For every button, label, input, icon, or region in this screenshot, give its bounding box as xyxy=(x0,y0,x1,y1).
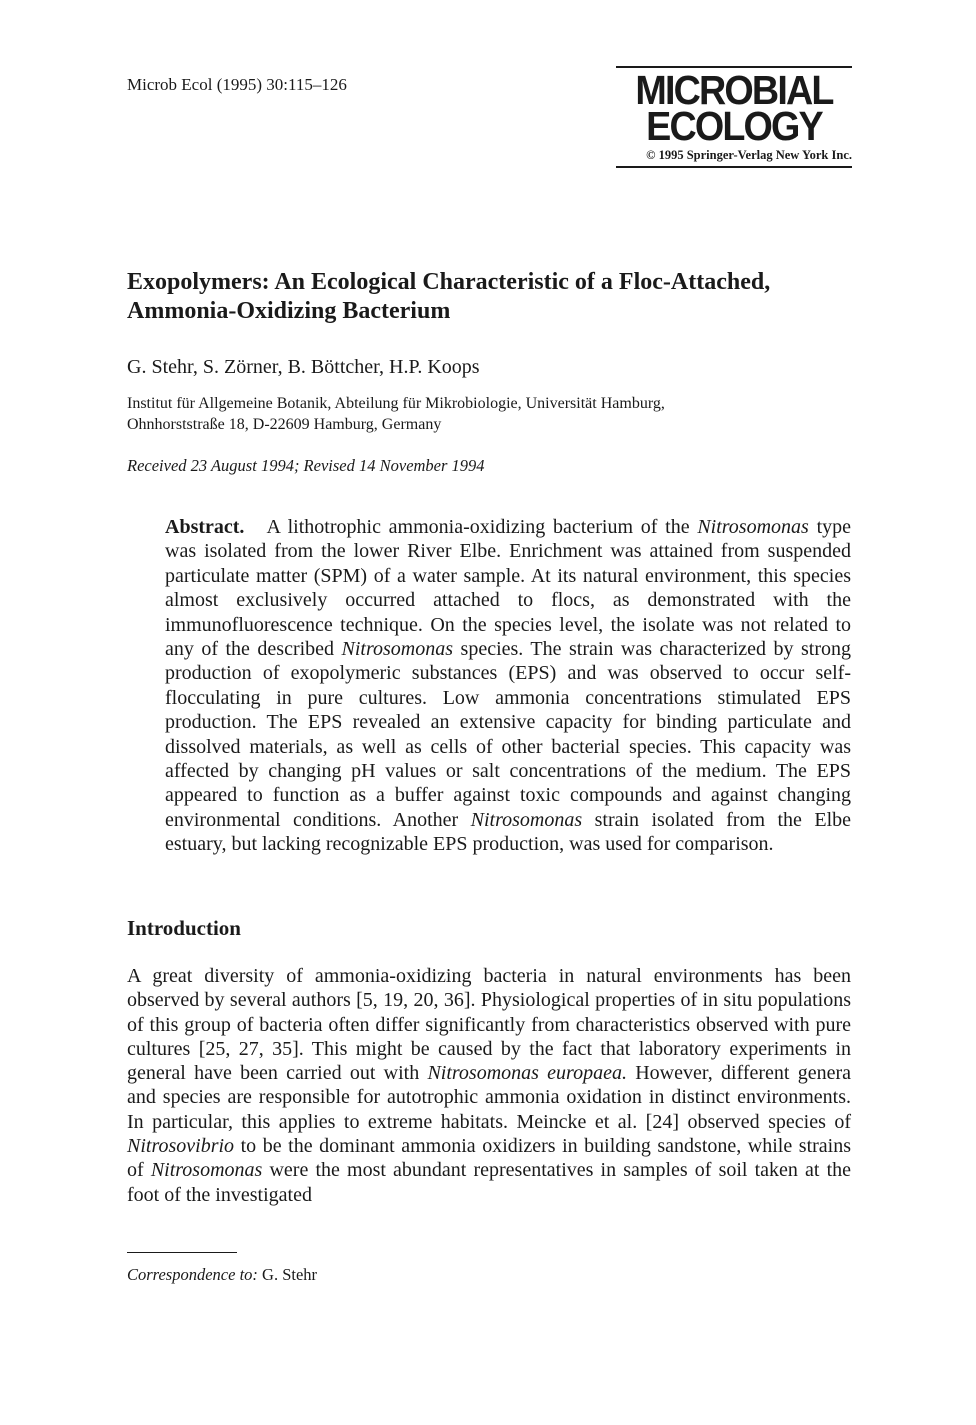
masthead-copyright: © 1995 Springer-Verlag New York Inc. xyxy=(646,148,852,162)
intro-text: to be the dominant ammonia oxidizers in building sandstone, while strains of xyxy=(127,1135,852,1182)
abstract-label: Abstract. xyxy=(165,516,245,538)
section-heading-introduction: Introduction xyxy=(127,916,241,940)
intro-text: were the most abundant representatives in samples of soil taken at the foot of the investigated xyxy=(127,1159,852,1206)
abstract-text: strain isolated from the Elbe estuary, but lacking recognizable EPS production, was used for comparison. xyxy=(165,808,852,856)
intro-text: A great diversity of ammonia-oxidizing bacteria in natural environments has been observed by several authors [5, 19, 20, 36]. Physiological properties of in situ populations of this group of bacteria often differ significantly from characteristics observed with pure cultures [25, 27, 35]. This might be caused by the fact that laboratory experiments in general have been carried out with xyxy=(127,965,851,1085)
abstract xyxy=(165,515,851,857)
abstract-text: species. The strain was characterized by strong production of exopolymeric substances (EPS) and was observed to occur self-flocculating in pure cultures. Low ammonia concentrations stimulated EPS production. The EPS revealed an extensive capacity for binding particulate and dissolved materials, as well as cells of other bacterial species. This capacity was affected by changing pH values or salt concentrations of the medium. The EPS appeared to function as a buffer against toxic compounds and against changing environmental conditions. Another xyxy=(165,638,851,831)
abstract-genus: Nitrosomonas xyxy=(470,808,583,831)
affiliation xyxy=(127,393,847,435)
footnote-divider xyxy=(127,1252,237,1253)
abstract-text: type was isolated from the lower River Elbe. Enrichment was attained from suspended particulate matter (SPM) of a water sample. At its natural environment, this species almost exclusively occurred attached to flocs, as demonstrated with the immunofluorescence technique. On the species level, the isolate was not related to any of the described xyxy=(165,516,851,661)
author-list: G. Stehr, S. Zörner, B. Böttcher, H.P. Koops xyxy=(127,356,480,378)
abstract-genus: Nitrosomonas xyxy=(697,516,809,538)
article-title: Exopolymers: An Ecological Characteristic of a Floc-Attached, Ammonia-Oxidizing Bacterium xyxy=(127,269,771,324)
intro-text: However, different genera and species are responsible for autotrophic ammonia oxidation in distinct environments. In particular, this applies to extreme habitats. Meincke et al. [24] observed species of xyxy=(127,1062,851,1133)
masthead-line-1: MICROBIAL xyxy=(635,67,833,113)
affiliation-line-1: Institut für Allgemeine Botanik, Abteilung für Mikrobiologie, Universität Hamburg, xyxy=(127,395,665,412)
received-dates: Received 23 August 1994; Revised 14 November 1994 xyxy=(127,456,485,475)
footnote-label: Correspondence to: xyxy=(127,1265,258,1284)
intro-species: Nitrosomonas europaea. xyxy=(427,1062,627,1085)
intro-genus: Nitrosomonas xyxy=(150,1159,263,1182)
footnote-name: G. Stehr xyxy=(262,1265,318,1284)
affiliation-line-2: Ohnhorststraße 18, D-22609 Hamburg, Germany xyxy=(127,416,442,433)
correspondence-footnote xyxy=(127,1265,317,1285)
journal-masthead xyxy=(616,66,852,168)
journal-citation: Microb Ecol (1995) 30:115–126 xyxy=(127,75,347,94)
abstract-genus: Nitrosomonas xyxy=(341,638,454,661)
introduction-paragraph xyxy=(127,964,851,1207)
abstract-text: A lithotrophic ammonia-oxidizing bacterium of the xyxy=(266,516,690,538)
masthead-line-2: ECOLOGY xyxy=(646,103,822,149)
intro-genus: Nitrosovibrio xyxy=(127,1135,235,1158)
